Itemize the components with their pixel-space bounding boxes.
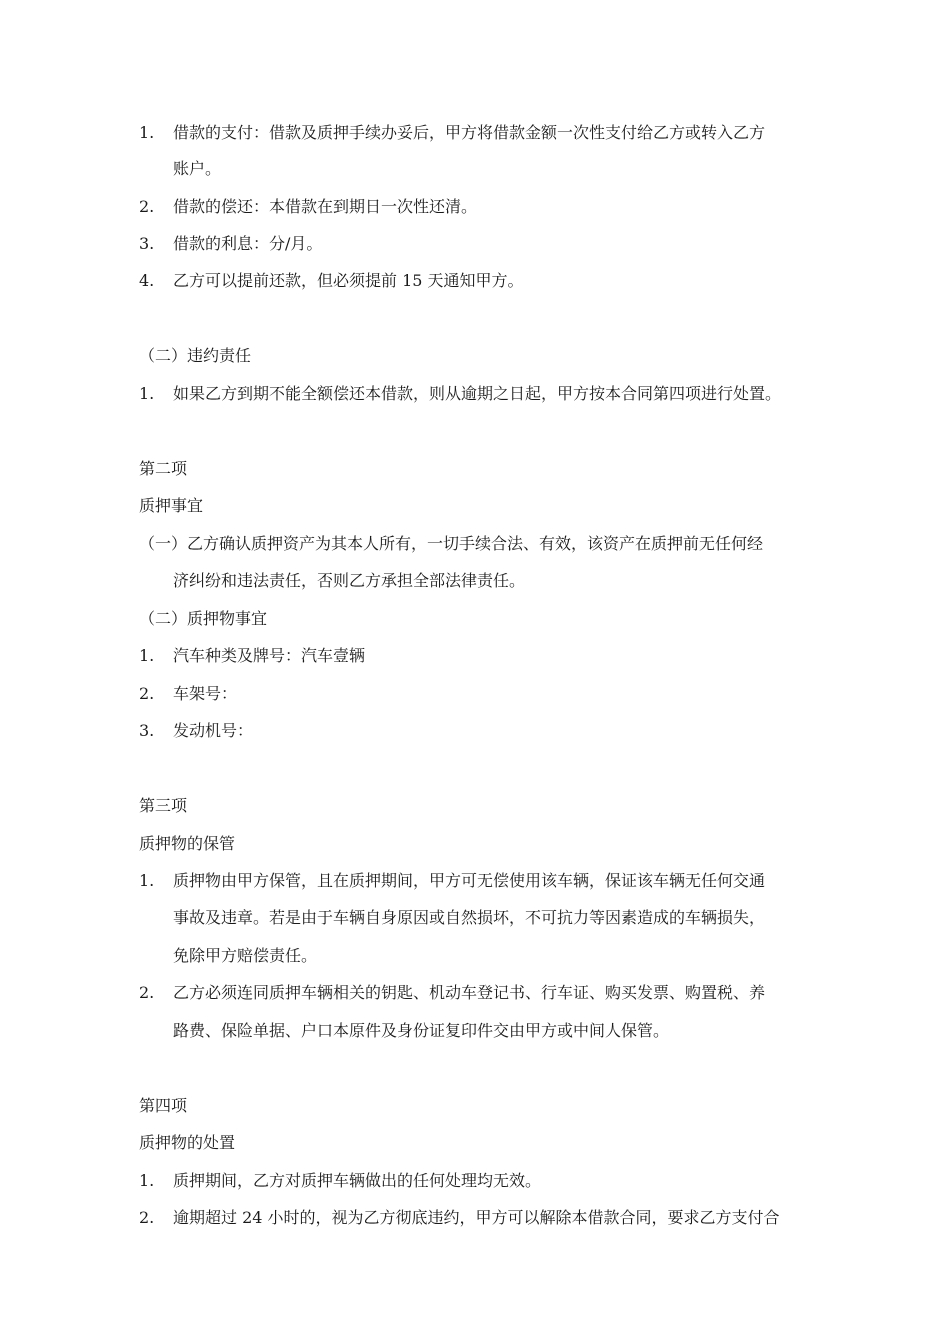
section-heading: 第三项 [139,796,188,815]
section-title: 质押物的保管 [139,834,236,853]
list-number: 1. [139,123,155,142]
list-number: 2. [139,983,155,1002]
list-item-text: 乙方必须连同质押车辆相关的钥匙、机动车登记书、行车证、购买发票、购置税、养 [173,983,766,1002]
list-item-text: 借款的利息：分/月。 [173,234,323,253]
list-number: 2. [139,197,155,216]
list-number: 1. [139,1171,155,1190]
list-item-text: 车架号： [173,684,238,703]
list-item-text: 免除甲方赔偿责任。 [173,946,318,965]
section-title: 质押物的处置 [139,1133,236,1152]
list-number: 2. [139,684,155,703]
list-item-text: 路费、保险单据、户口本原件及身份证复印件交由甲方或中间人保管。 [173,1021,670,1040]
list-item-text: 汽车种类及牌号：汽车壹辆 [173,646,366,665]
list-number: 4. [139,271,155,290]
list-item-text: 如果乙方到期不能全额偿还本借款，则从逾期之日起，甲方按本合同第四项进行处置。 [173,384,782,403]
subheading: （二）质押物事宜 [139,609,268,628]
list-item-text: 质押期间，乙方对质押车辆做出的任何处理均无效。 [173,1171,542,1190]
list-number: 3. [139,721,155,740]
list-item-text: 借款的偿还：本借款在到期日一次性还清。 [173,197,478,216]
paragraph-line: 济纠纷和违法责任，否则乙方承担全部法律责任。 [173,571,526,590]
list-item-text: 逾期超过 24 小时的，视为乙方彻底违约，甲方可以解除本借款合同，要求乙方支付合 [173,1208,780,1227]
list-item-text: 事故及违章。若是由于车辆自身原因或自然损坏，不可抗力等因素造成的车辆损失， [173,908,766,927]
list-number: 3. [139,234,155,253]
subheading: （二）违约责任 [139,346,252,365]
section-heading: 第四项 [139,1096,188,1115]
list-item-text: 乙方可以提前还款，但必须提前 15 天通知甲方。 [173,271,524,290]
list-number: 1. [139,646,155,665]
section-title: 质押事宜 [139,496,204,515]
section-heading: 第二项 [139,459,188,478]
paragraph-line: （一）乙方确认质押资产为其本人所有，一切手续合法、有效，该资产在质押前无任何经 [139,534,764,553]
list-number: 2. [139,1208,155,1227]
list-number: 1. [139,384,155,403]
list-item-text: 借款的支付：借款及质押手续办妥后，甲方将借款金额一次性支付给乙方或转入乙方 [173,123,766,142]
list-item-text: 质押物由甲方保管，且在质押期间，甲方可无偿使用该车辆，保证该车辆无任何交通 [173,871,766,890]
list-number: 1. [139,871,155,890]
list-item-text: 账户。 [173,159,222,178]
list-item-text: 发动机号： [173,721,254,740]
